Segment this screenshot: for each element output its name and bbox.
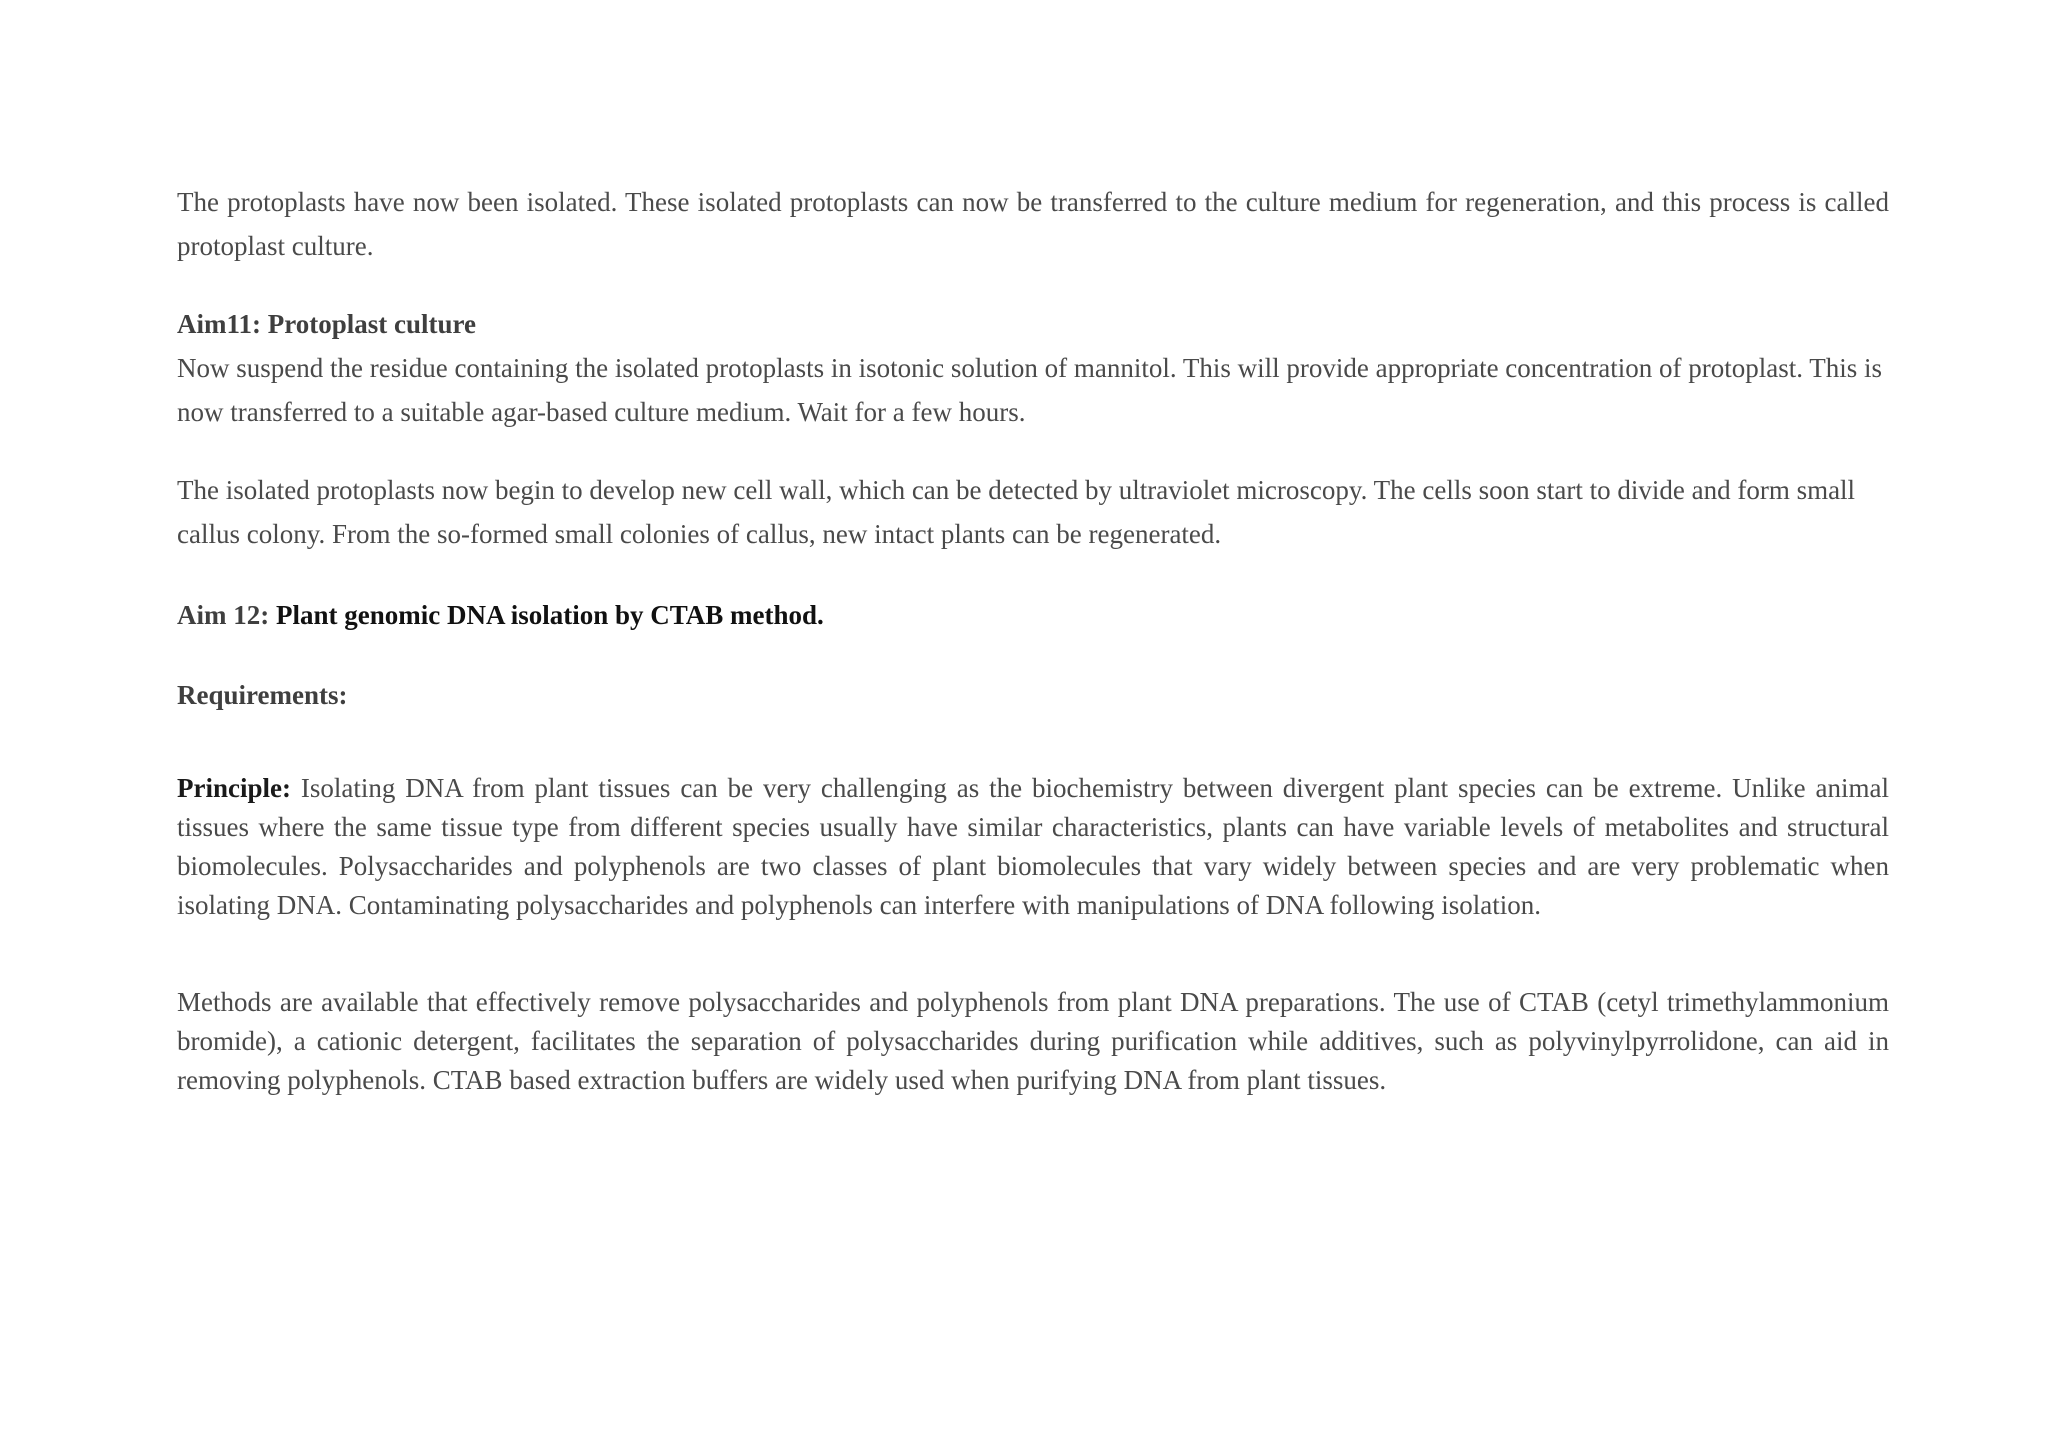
aim11-heading: Aim11: Protoplast culture — [177, 309, 476, 339]
requirements-heading: Requirements: — [177, 680, 348, 710]
document-page — [177, 180, 1889, 1100]
methods-paragraph: Methods are available that effectively remove polysaccharides and polyphenols from plant DNA preparations. The use of CTAB (cetyl trimethylammonium bromide), a cationic detergent, facilitates the separation of polysaccharides during purification while additives, such as polyvinylpyrrolidone, can aid in removing polyphenols. CTAB based extraction buffers are widely used when purifying DNA from plant tissues. — [177, 987, 1889, 1095]
principle-label: Principle: — [177, 773, 291, 803]
principle-text: Isolating DNA from plant tissues can be very challenging as the biochemistry between divergent plant species can be extreme. Unlike animal tissues where the same tissue type from different species usually have similar characteristics, plants can have variable levels of metabolites and structural biomolecules. Polysaccharides and polyphenols are two classes of plant biomolecules that vary widely between species and are very problematic when isolating DNA. Contaminating polysaccharides and polyphenols can interfere with manipulations of DNA following isolation. — [177, 773, 1890, 920]
isolated-protoplasts-paragraph: The isolated protoplasts now begin to develop new cell wall, which can be detected by ultraviolet microscopy. The cells soon start to divide and form small callus colony. From the so-formed small colonies of callus, new intact plants can be regenerated. — [177, 475, 1856, 549]
aim12-label: Aim 12: — [177, 600, 270, 630]
aim12-title: Plant genomic DNA isolation by CTAB method. — [275, 600, 824, 630]
aim12-heading — [177, 593, 1889, 637]
principle-paragraph — [177, 769, 1889, 925]
aim11-paragraph: Now suspend the residue containing the isolated protoplasts in isotonic solution of mannitol. This will provide appropriate concentration of protoplast. This is now transferred to a suitable agar-based culture medium. Wait for a few hours. — [177, 353, 1882, 427]
intro-paragraph: The protoplasts have now been isolated. These isolated protoplasts can now be transferred to the culture medium for regeneration, and this process is called protoplast culture. — [177, 187, 1889, 261]
